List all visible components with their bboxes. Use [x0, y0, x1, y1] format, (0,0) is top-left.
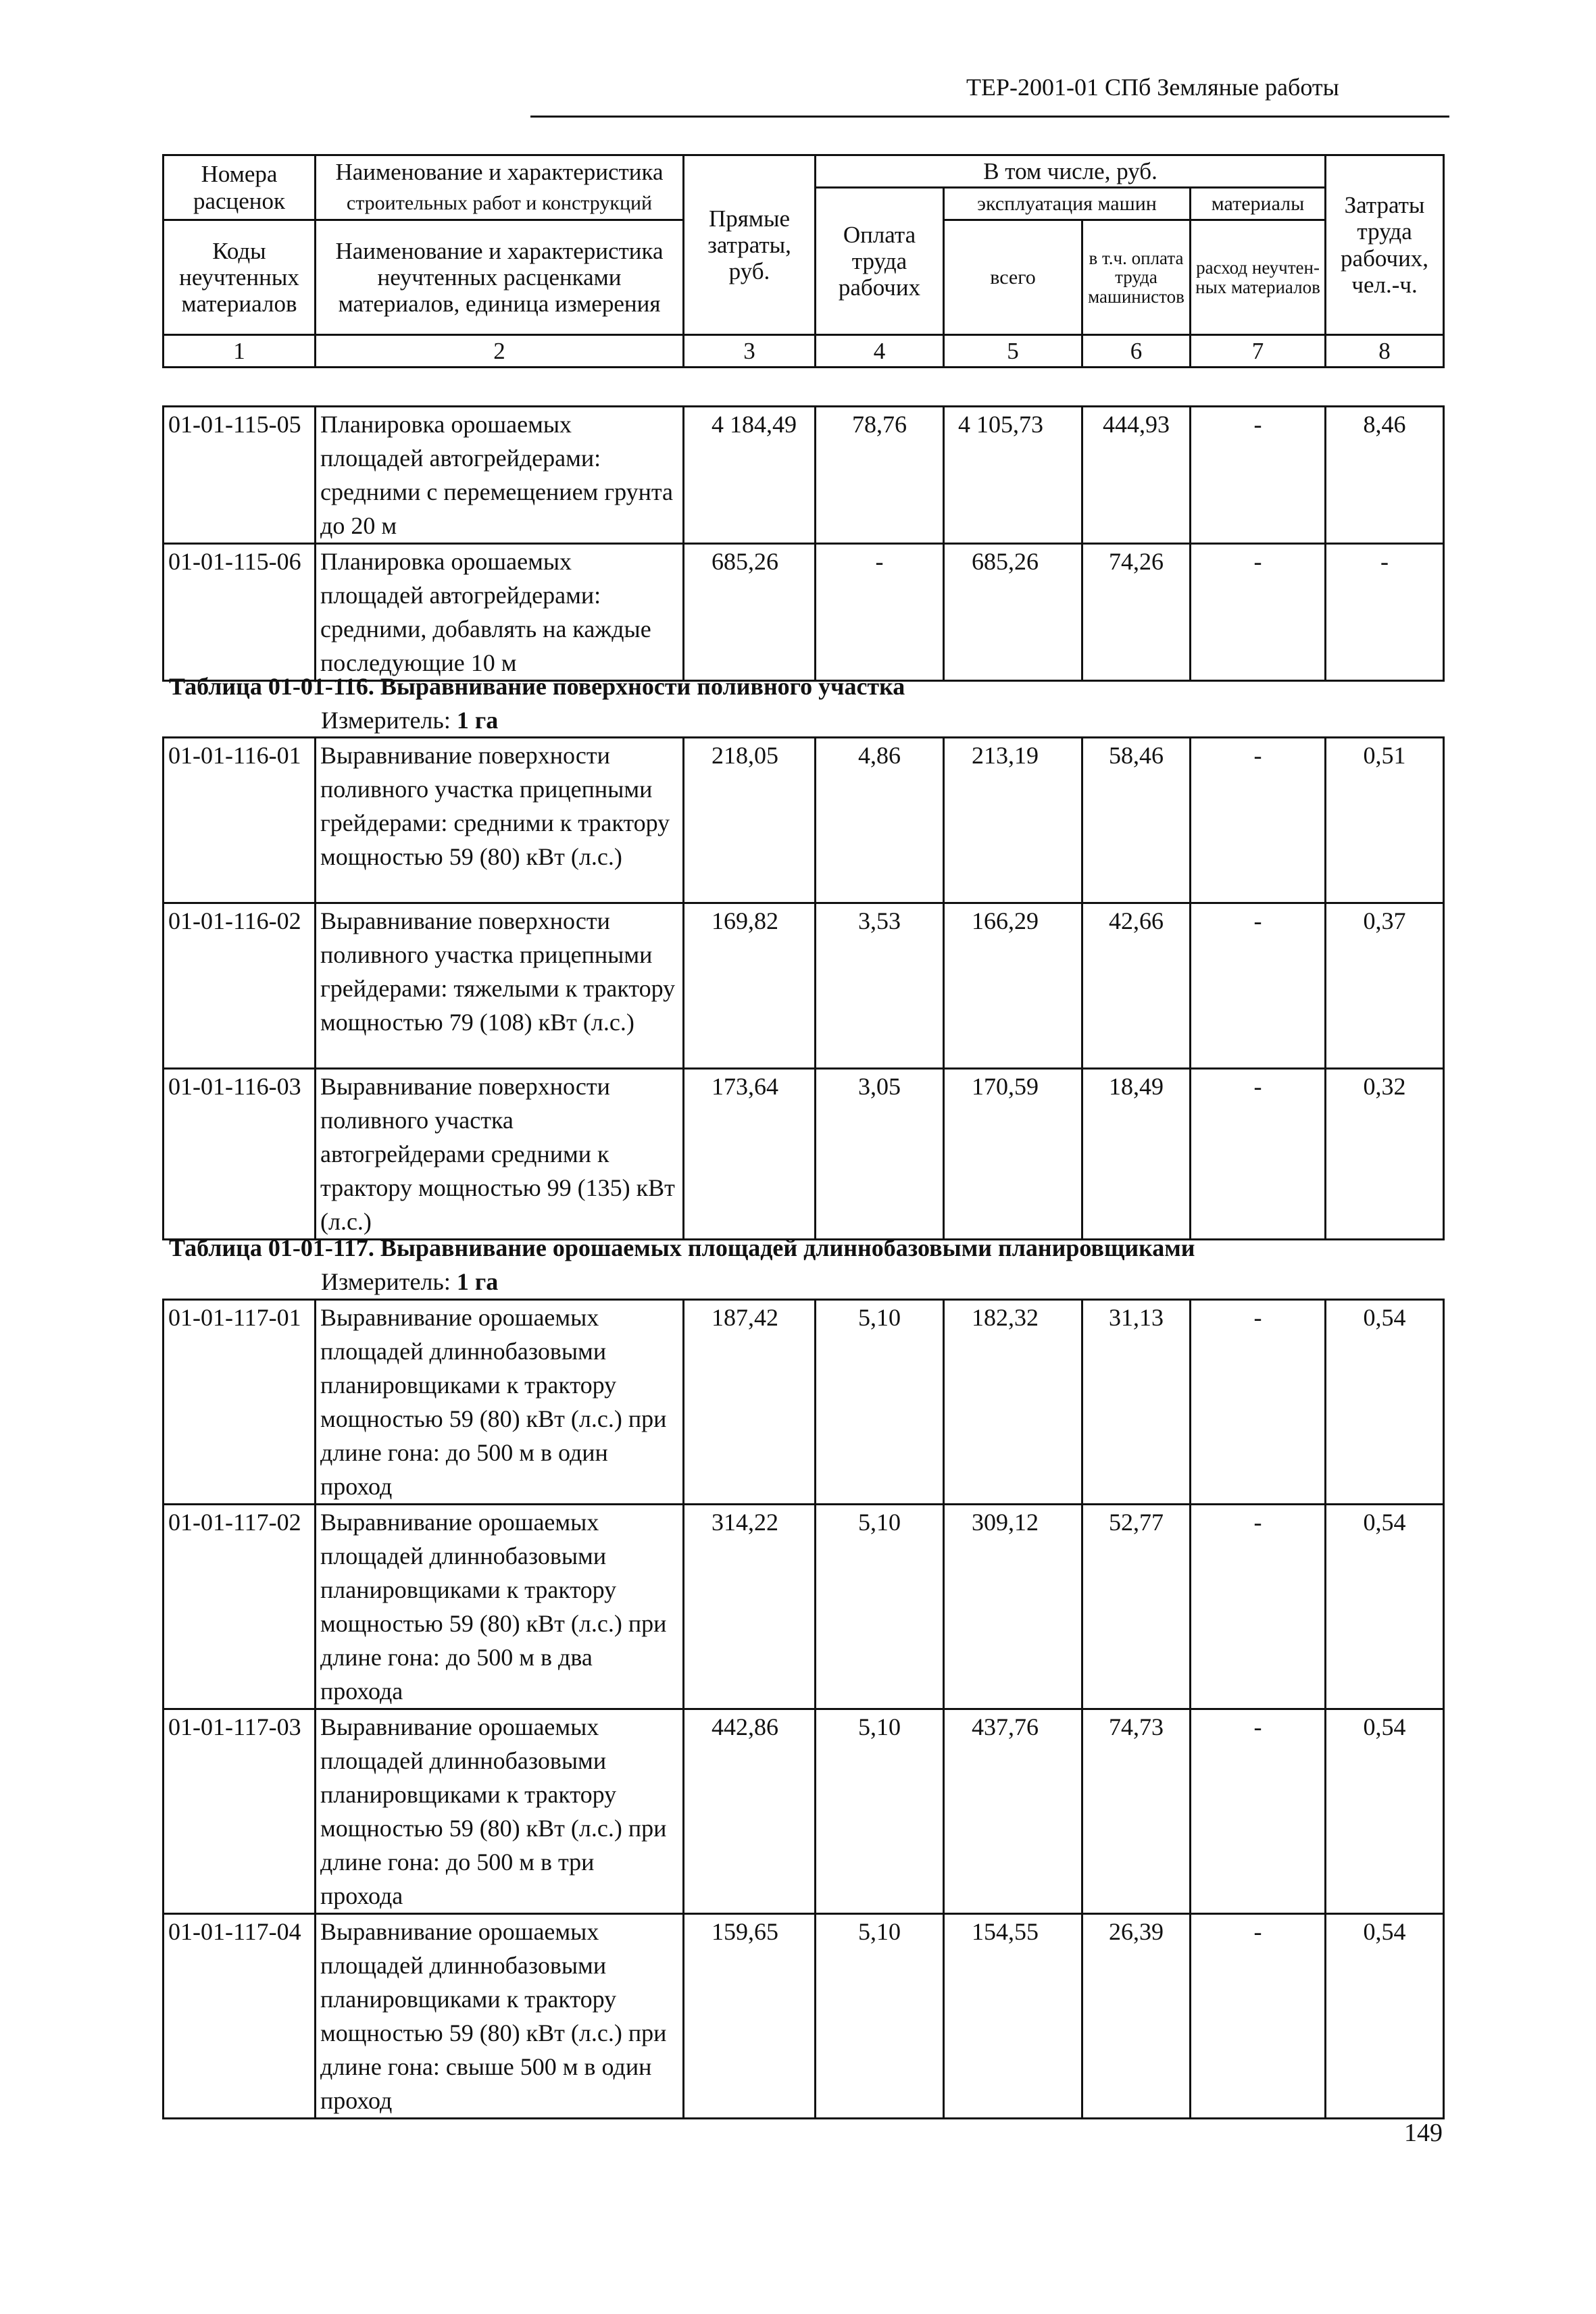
work-name: Планировка орошаемых площадей автогрейдерами: средними, добавлять на каждые последующие 10 м — [316, 544, 684, 681]
labor-hours: 8,46 — [1326, 407, 1444, 544]
column-header-table — [162, 154, 1445, 368]
machines-total: 685,26 — [944, 544, 1082, 681]
rate-code: 01-01-116-03 — [164, 1069, 316, 1240]
column-number: 1 — [164, 335, 316, 368]
operators-pay: 26,39 — [1082, 1914, 1191, 2119]
column-number: 7 — [1191, 335, 1326, 368]
machines-total: 309,12 — [944, 1505, 1082, 1709]
rate-code: 01-01-117-02 — [164, 1505, 316, 1709]
materials-value: - — [1191, 1300, 1326, 1505]
operators-pay: 18,49 — [1082, 1069, 1191, 1240]
labor-pay: 5,10 — [816, 1914, 944, 2119]
rate-code: 01-01-116-01 — [164, 738, 316, 903]
table-row — [164, 1505, 1444, 1709]
materials-value: - — [1191, 738, 1326, 903]
operators-pay: 52,77 — [1082, 1505, 1191, 1709]
labor-hours: 0,32 — [1326, 1069, 1444, 1240]
table-row — [164, 1914, 1444, 2119]
page-number: 149 — [1404, 2119, 1443, 2147]
table-row — [164, 1709, 1444, 1914]
header-material-names: Наименование и характеристика неучтенных расценками материалов, единица измерения — [316, 220, 684, 335]
rate-code: 01-01-116-02 — [164, 903, 316, 1069]
column-number: 3 — [684, 335, 816, 368]
materials-value: - — [1191, 407, 1326, 544]
labor-pay: 78,76 — [816, 407, 944, 544]
direct-costs: 685,26 — [684, 544, 816, 681]
measure-unit-value: 1 га — [456, 1268, 499, 1295]
operators-pay: 74,26 — [1082, 544, 1191, 681]
labor-pay: 3,05 — [816, 1069, 944, 1240]
header-labor-pay: Оплата труда рабочих — [816, 188, 944, 335]
direct-costs: 442,86 — [684, 1709, 816, 1914]
column-number: 2 — [316, 335, 684, 368]
materials-value: - — [1191, 1914, 1326, 2119]
direct-costs: 218,05 — [684, 738, 816, 903]
measure-unit — [321, 1267, 498, 1296]
machines-total: 437,76 — [944, 1709, 1082, 1914]
operators-pay: 31,13 — [1082, 1300, 1191, 1505]
work-name: Выравнивание орошаемых площадей длиннобазовыми планировщиками к трактору мощностью 59 (80) кВт (л.с.) при длине гона: до 500 м в три прохода — [316, 1709, 684, 1914]
header-machine-exploitation: эксплуатация машин — [944, 188, 1191, 220]
labor-pay: - — [816, 544, 944, 681]
rate-code: 01-01-115-05 — [164, 407, 316, 544]
table-row — [164, 544, 1444, 681]
labor-hours: 0,54 — [1326, 1505, 1444, 1709]
direct-costs: 169,82 — [684, 903, 816, 1069]
materials-value: - — [1191, 1505, 1326, 1709]
labor-hours: 0,51 — [1326, 738, 1444, 903]
work-name: Выравнивание поверхности поливного участка прицепными грейдерами: средними к трактору мощностью 59 (80) кВт (л.с.) — [316, 738, 684, 903]
materials-value: - — [1191, 1709, 1326, 1914]
machines-total: 166,29 — [944, 903, 1082, 1069]
labor-hours: 0,37 — [1326, 903, 1444, 1069]
header-work-name-line-2: строительных работ и конструкций — [316, 188, 684, 220]
measure-unit-label: Измеритель: — [321, 707, 451, 734]
operators-pay: 74,73 — [1082, 1709, 1191, 1914]
rate-code: 01-01-117-01 — [164, 1300, 316, 1505]
direct-costs: 173,64 — [684, 1069, 816, 1240]
header-machines-total: всего — [944, 220, 1082, 335]
work-name: Выравнивание орошаемых площадей длиннобазовыми планировщиками к трактору мощностью 59 (80) кВт (л.с.) при длине гона: свыше 500 м в один проход — [316, 1914, 684, 2119]
machines-total: 213,19 — [944, 738, 1082, 903]
header-rule — [530, 116, 1449, 118]
direct-costs: 4 184,49 — [684, 407, 816, 544]
rate-code: 01-01-117-04 — [164, 1914, 316, 2119]
materials-value: - — [1191, 903, 1326, 1069]
operators-pay: 42,66 — [1082, 903, 1191, 1069]
work-name: Выравнивание орошаемых площадей длиннобазовыми планировщиками к трактору мощностью 59 (80) кВт (л.с.) при длине гона: до 500 м в два прохода — [316, 1505, 684, 1709]
operators-pay: 58,46 — [1082, 738, 1191, 903]
labor-pay: 5,10 — [816, 1709, 944, 1914]
machines-total: 182,32 — [944, 1300, 1082, 1505]
measure-unit-label: Измеритель: — [321, 1268, 451, 1295]
header-rate-numbers: Номера расценок — [164, 155, 316, 220]
header-unaccounted-materials: расход неучтен-ных материалов — [1191, 220, 1326, 335]
column-number: 8 — [1326, 335, 1444, 368]
table-row — [164, 738, 1444, 903]
header-operators-pay: в т.ч. оплата труда машинистов — [1082, 220, 1191, 335]
labor-pay: 5,10 — [816, 1505, 944, 1709]
labor-pay: 3,53 — [816, 903, 944, 1069]
column-number: 5 — [944, 335, 1082, 368]
table-row — [164, 1300, 1444, 1505]
direct-costs: 314,22 — [684, 1505, 816, 1709]
materials-value: - — [1191, 544, 1326, 681]
labor-pay: 5,10 — [816, 1300, 944, 1505]
rate-table — [162, 1299, 1445, 2119]
header-labor-hours: Затраты труда рабочих, чел.-ч. — [1326, 155, 1444, 335]
labor-hours: 0,54 — [1326, 1300, 1444, 1505]
column-number: 6 — [1082, 335, 1191, 368]
machines-total: 170,59 — [944, 1069, 1082, 1240]
labor-hours: 0,54 — [1326, 1914, 1444, 2119]
header-materials: материалы — [1191, 188, 1326, 220]
measure-unit — [321, 706, 498, 734]
column-number: 4 — [816, 335, 944, 368]
machines-total: 154,55 — [944, 1914, 1082, 2119]
materials-value: - — [1191, 1069, 1326, 1240]
work-name: Выравнивание орошаемых площадей длиннобазовыми планировщиками к трактору мощностью 59 (80) кВт (л.с.) при длине гона: до 500 м в один проход — [316, 1300, 684, 1505]
header-including: В том числе, руб. — [816, 155, 1326, 188]
rate-code: 01-01-117-03 — [164, 1709, 316, 1914]
work-name: Планировка орошаемых площадей автогрейдерами: средними с перемещением грунта до 20 м — [316, 407, 684, 544]
labor-hours: - — [1326, 544, 1444, 681]
labor-hours: 0,54 — [1326, 1709, 1444, 1914]
header-direct-costs: Прямые затраты, руб. — [684, 155, 816, 335]
direct-costs: 187,42 — [684, 1300, 816, 1505]
header-material-codes: Коды неучтенных материалов — [164, 220, 316, 335]
table-row — [164, 903, 1444, 1069]
operators-pay: 444,93 — [1082, 407, 1191, 544]
table-title: Таблица 01-01-116. Выравнивание поверхности поливного участка — [169, 673, 905, 700]
work-name: Выравнивание поверхности поливного участка автогрейдерами средними к трактору мощностью 99 (135) кВт (л.с.) — [316, 1069, 684, 1240]
table-title: Таблица 01-01-117. Выравнивание орошаемых площадей длиннобазовыми планировщиками — [169, 1234, 1195, 1261]
rate-table — [162, 405, 1445, 682]
page-header: ТЕР-2001-01 СПб Земляные работы — [966, 74, 1339, 101]
header-work-name-line-1: Наименование и характеристика — [316, 155, 684, 188]
labor-pay: 4,86 — [816, 738, 944, 903]
table-row — [164, 1069, 1444, 1240]
measure-unit-value: 1 га — [456, 707, 499, 734]
table-row — [164, 407, 1444, 544]
rate-table — [162, 736, 1445, 1240]
machines-total: 4 105,73 — [944, 407, 1082, 544]
work-name: Выравнивание поверхности поливного участка прицепными грейдерами: тяжелыми к трактору мощностью 79 (108) кВт (л.с.) — [316, 903, 684, 1069]
direct-costs: 159,65 — [684, 1914, 816, 2119]
rate-code: 01-01-115-06 — [164, 544, 316, 681]
